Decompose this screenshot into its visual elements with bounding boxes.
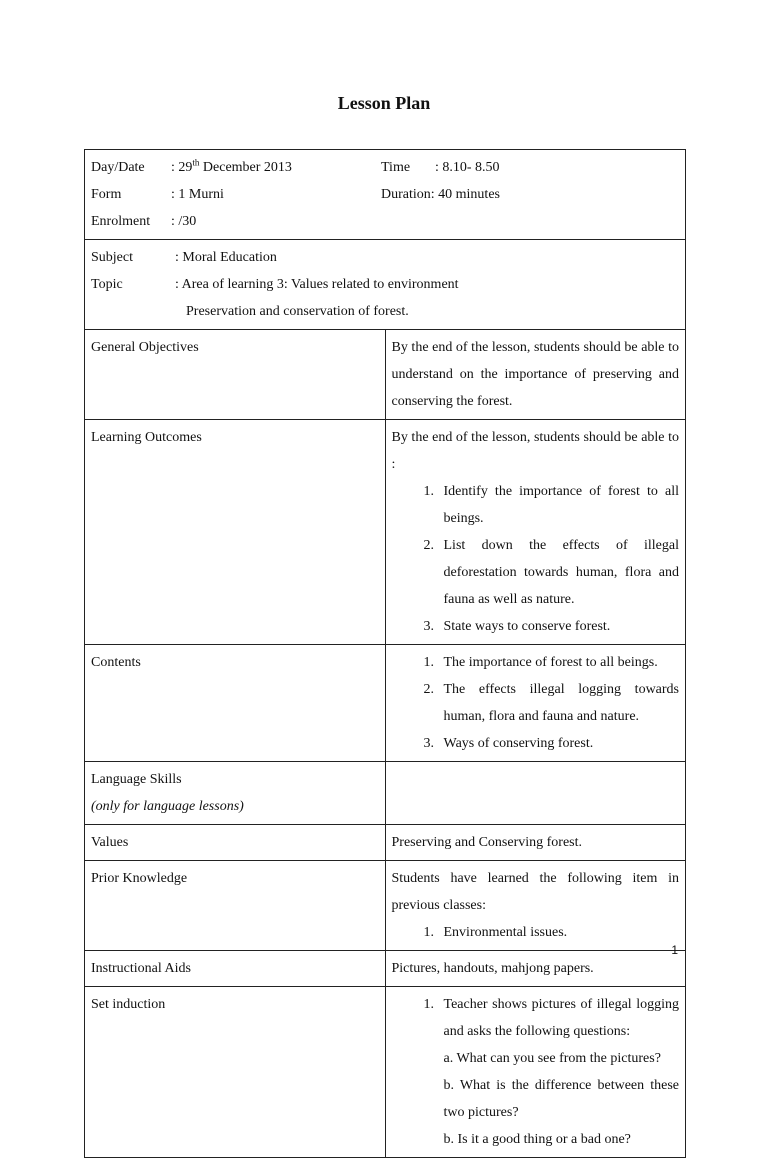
contents-label: Contents: [85, 645, 386, 762]
general-objectives-row: [85, 330, 686, 420]
values-label: Values: [85, 825, 386, 861]
language-skills-row: [85, 762, 686, 825]
contents-list: [392, 649, 680, 757]
set-induction-label: Set induction: [85, 987, 386, 1158]
day-label: Day/Date: [91, 160, 145, 175]
prior-knowledge-list: [392, 919, 680, 946]
form-label: Form: [91, 187, 122, 202]
set-induction-item: Teacher shows pictures of illegal logging and asks the following questions:: [443, 997, 679, 1039]
question-item: b. Is it a good thing or a bad one?: [443, 1132, 631, 1147]
list-item: 3. State ways to conserve forest.: [438, 613, 680, 640]
duration-text: Duration: 40 minutes: [381, 187, 500, 202]
list-item: 2. List down the effects of illegal deforestation towards human, flora and fauna as well as nature.: [438, 532, 680, 613]
header-row: [85, 150, 686, 240]
learning-outcomes-row: [85, 420, 686, 645]
day-value: [171, 154, 381, 181]
set-induction-row: [85, 987, 686, 1158]
document-title: Lesson Plan: [337, 93, 431, 113]
language-skills-note: (only for language lessons): [91, 799, 244, 814]
learning-outcomes-label: Learning Outcomes: [85, 420, 386, 645]
question-item: b. What is the difference between these two pictures?: [443, 1078, 679, 1120]
list-item: 2. The effects illegal logging towards human, flora and fauna and nature.: [438, 676, 680, 730]
language-skills-value: [385, 762, 686, 825]
prior-knowledge-label: Prior Knowledge: [85, 861, 386, 951]
contents-cell: [385, 645, 686, 762]
prior-knowledge-intro: Students have learned the following item in previous classes:: [391, 871, 679, 913]
subject-label: Subject: [91, 250, 133, 265]
instructional-aids-row: [85, 951, 686, 987]
general-objectives-text: By the end of the lesson, students should be able to understand on the importance of preserving and conserving the forest.: [385, 330, 686, 420]
learning-outcomes-intro: By the end of the lesson, students should be able to :: [391, 430, 679, 472]
lesson-plan-table: [84, 149, 686, 1158]
instructional-aids-value: Pictures, handouts, mahjong papers.: [385, 951, 686, 987]
learning-outcomes-cell: [385, 420, 686, 645]
time-value: : 8.10- 8.50: [435, 160, 500, 175]
subject-cell: [85, 240, 686, 330]
page-number: 1: [671, 943, 678, 957]
topic-label: Topic: [91, 277, 123, 292]
list-item: 3. Ways of conserving forest.: [438, 730, 680, 757]
general-objectives-label: General Objectives: [85, 330, 386, 420]
instructional-aids-label: Instructional Aids: [85, 951, 386, 987]
day-value-post: December 2013: [199, 160, 292, 175]
values-row: [85, 825, 686, 861]
list-item: [438, 991, 680, 1153]
enrolment-value: : /30: [171, 214, 197, 229]
header-cell: [85, 150, 686, 240]
day-value-pre: : 29: [171, 160, 193, 175]
topic-line-2: Preservation and conservation of forest.: [186, 304, 409, 319]
question-item: a. What can you see from the pictures?: [443, 1051, 661, 1066]
subject-row: [85, 240, 686, 330]
contents-row: [85, 645, 686, 762]
prior-knowledge-row: [85, 861, 686, 951]
set-induction-list: [392, 991, 680, 1153]
list-item: 1. Environmental issues.: [438, 919, 680, 946]
topic-value: : Area of learning 3: Values related to environment: [175, 277, 459, 292]
subject-value: : Moral Education: [175, 250, 277, 265]
list-item: 1. Identify the importance of forest to all beings.: [438, 478, 680, 532]
time-label: Time: [381, 160, 411, 175]
learning-outcomes-list: [392, 478, 680, 640]
prior-knowledge-cell: [385, 861, 686, 951]
list-item: 1. The importance of forest to all beings.: [438, 649, 680, 676]
enrolment-label: Enrolment: [91, 214, 151, 229]
day-value-sup: th: [192, 157, 200, 168]
values-value: Preserving and Conserving forest.: [385, 825, 686, 861]
language-skills-label-cell: [85, 762, 386, 825]
set-induction-cell: [385, 987, 686, 1158]
form-value: : 1 Murni: [171, 187, 224, 202]
language-skills-label: Language Skills: [91, 772, 182, 787]
